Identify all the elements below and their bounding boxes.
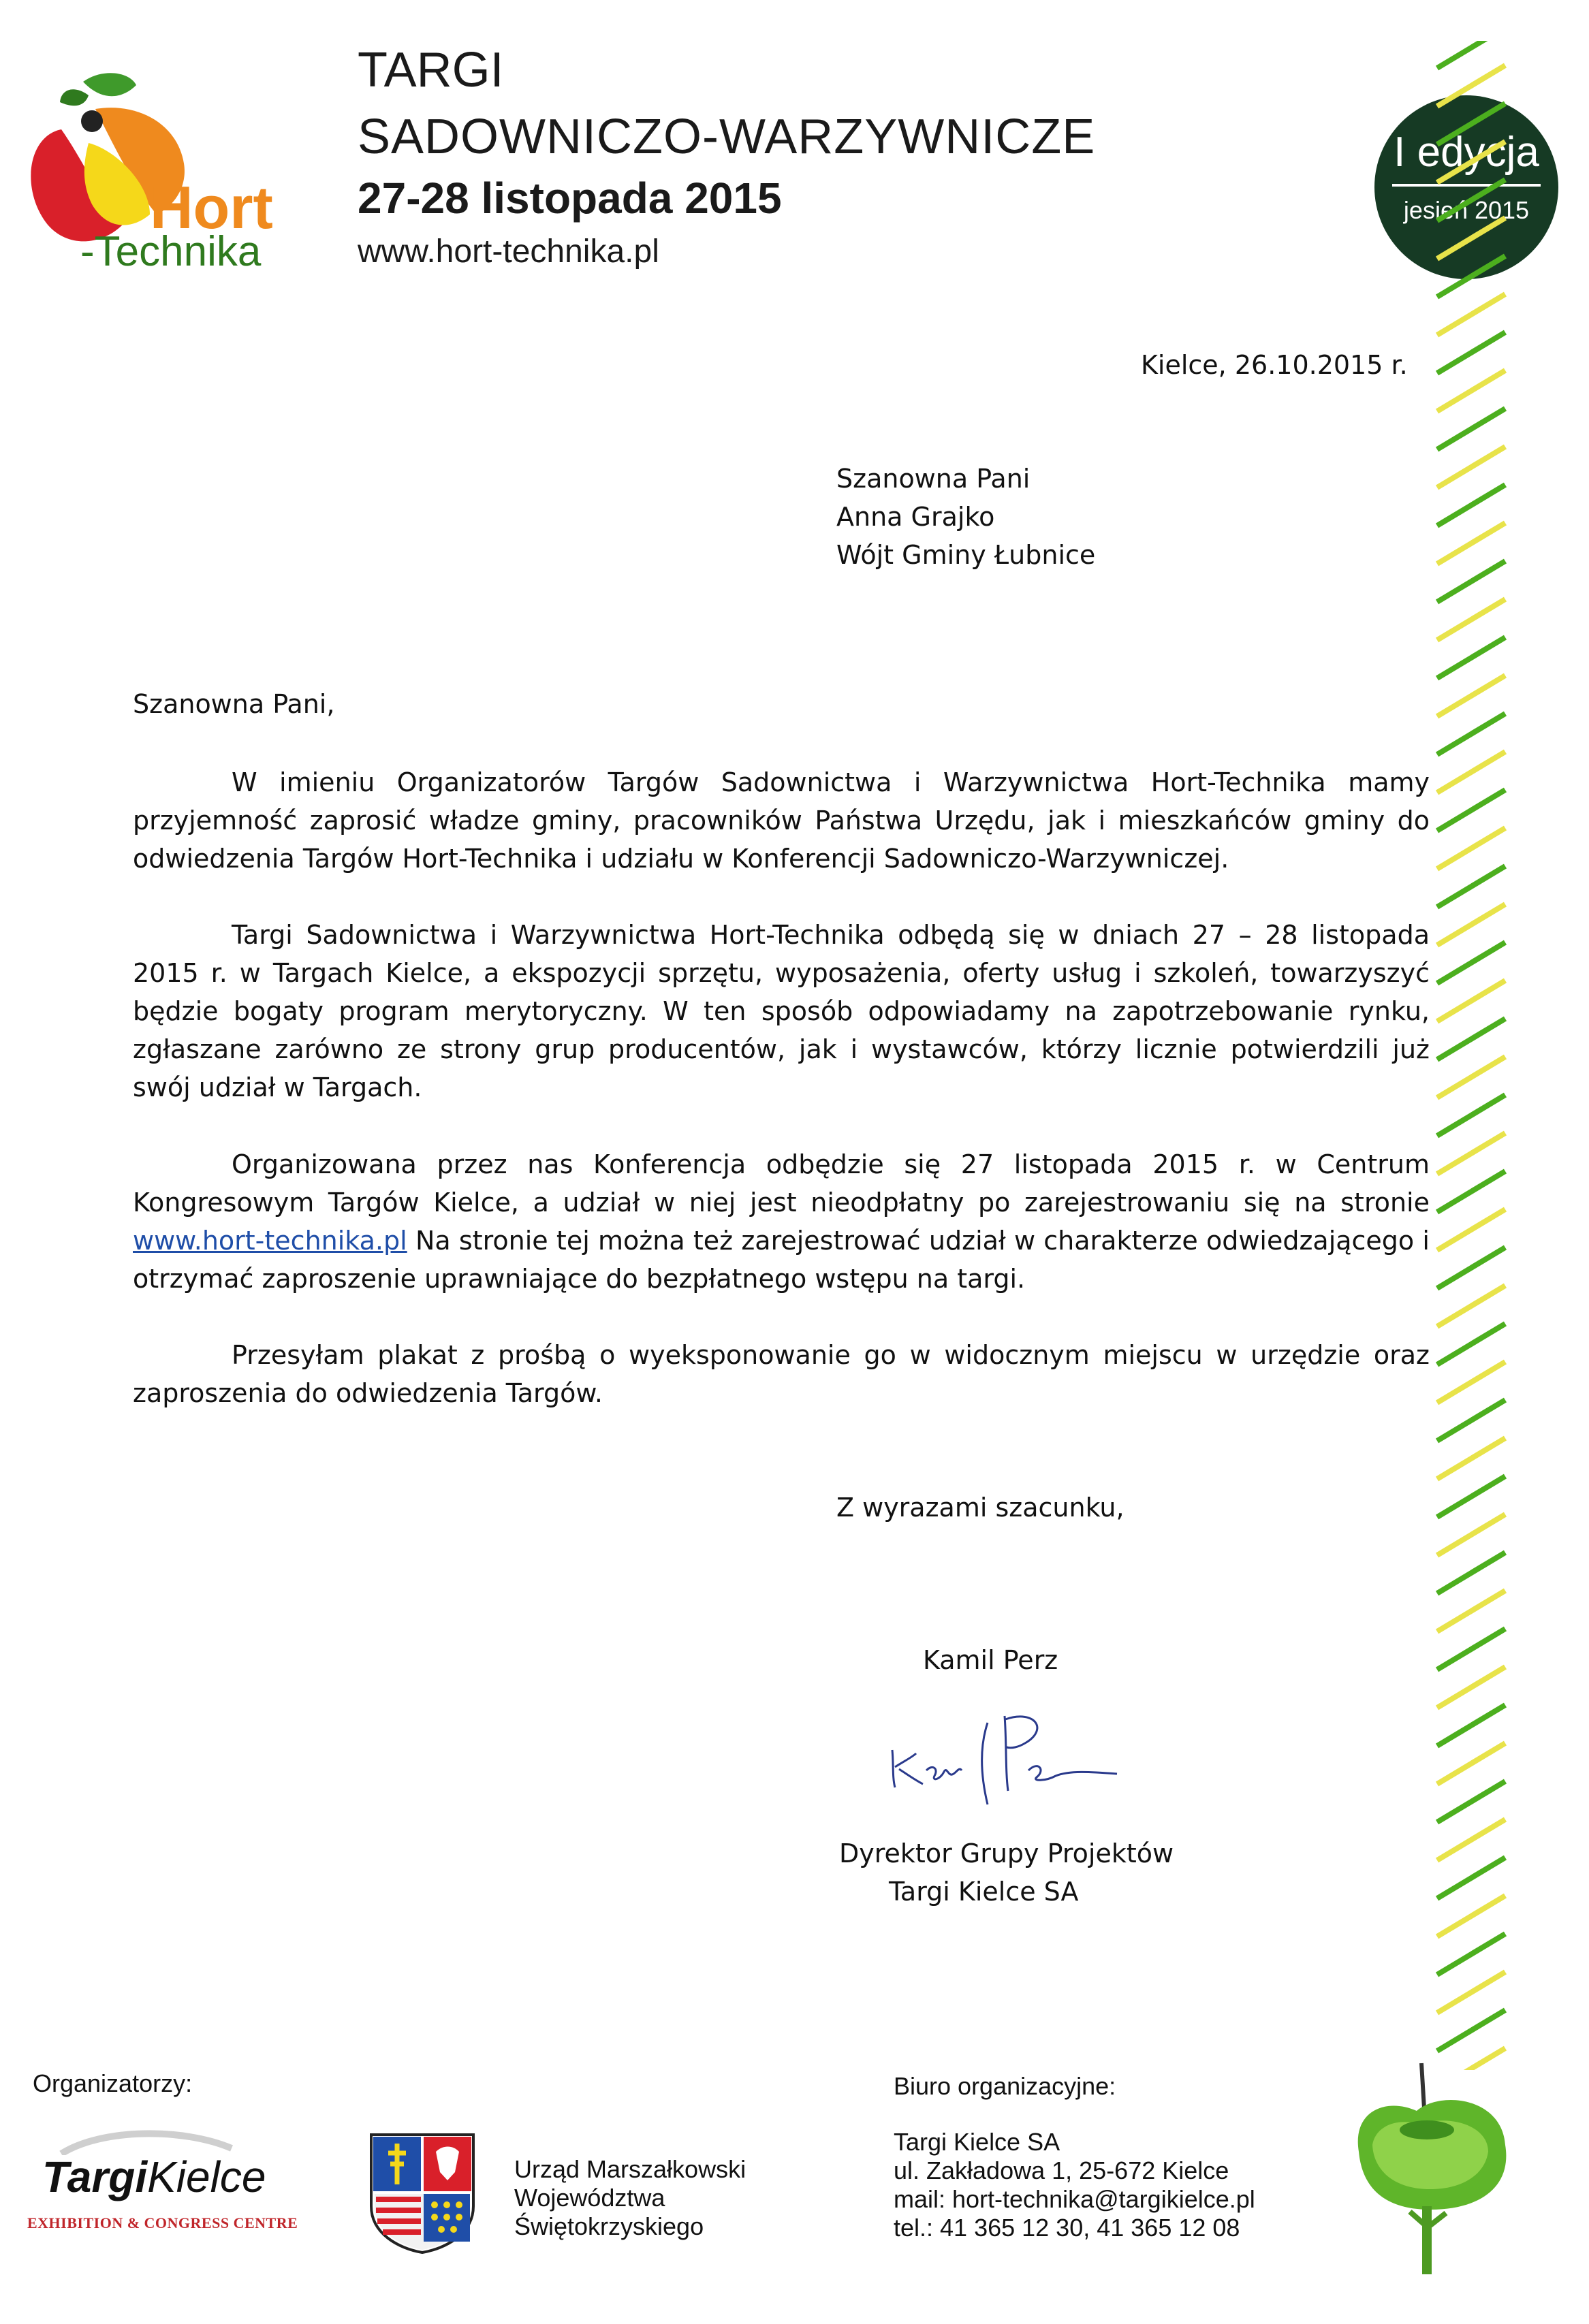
stripe-segment	[1437, 828, 1505, 869]
paragraph-3-text-b: Na stronie tej można też zarejestrować udział w charakterze odwiedzającego i otrzymać zaproszenie uprawniające do bezpłatnego wstępu na targi.	[133, 1226, 1430, 1294]
stripe-segment	[1437, 1057, 1505, 1098]
stripe-segment	[1437, 65, 1505, 106]
targi-kielce-logo-bold: Targi	[42, 2152, 148, 2201]
handwritten-signature	[885, 1696, 1144, 1811]
stripe-segment	[1437, 1705, 1505, 1746]
office-label: Biuro organizacyjne:	[894, 2072, 1116, 2100]
stripe-segment	[1437, 1133, 1505, 1174]
paragraph-1-text: W imieniu Organizatorów Targów Sadownictwa i Warzywnictwa Hort-Technika mamy przyjemność zaprosić władze gminy, pracowników Państwa Urzędu, jak i mieszkańców gminy do odwiedzenia Targów Hort-Technika i udziału w Konferencji Sadowniczo-Warzywniczej.	[133, 767, 1430, 874]
paragraph-1	[133, 763, 1430, 878]
hort-technika-logo	[20, 68, 293, 272]
stripe-segment	[1437, 714, 1505, 754]
recipient-line-1: Szanowna Pani	[836, 464, 1031, 494]
stripe-segment	[1437, 866, 1505, 907]
marshal-office-line-1: Urząd Marszałkowski	[514, 2155, 746, 2183]
stripe-segment	[1437, 1972, 1505, 2013]
stripe-segment	[1437, 218, 1505, 259]
swietokrzyskie-coat-of-arms	[368, 2131, 477, 2257]
stripe-segment	[1437, 1514, 1505, 1555]
fair-title-line2: SADOWNICZO-WARZYWNICZE	[358, 110, 1096, 164]
logo-technika-text: -Technika	[80, 228, 262, 272]
signatory-title: Dyrektor Grupy Projektów	[839, 1838, 1174, 1868]
paragraph-3	[133, 1145, 1430, 1298]
coat-of-arms-icon	[368, 2131, 477, 2254]
stripe-segment	[1437, 1209, 1505, 1250]
stripe-segment	[1437, 1743, 1505, 1784]
arc-icon	[48, 2128, 238, 2155]
fair-title-line1: TARGI	[358, 43, 504, 97]
stripe-segment	[1437, 104, 1505, 144]
fair-website: www.hort-technika.pl	[358, 234, 659, 270]
paragraph-4	[133, 1336, 1430, 1412]
stripe-segment	[1437, 1667, 1505, 1708]
stripe-segment	[1437, 294, 1505, 335]
stripe-segment	[1437, 409, 1505, 449]
stripe-segment	[1437, 1247, 1505, 1288]
stripe-segment	[1437, 2010, 1505, 2051]
place-date: Kielce, 26.10.2015 r.	[1141, 350, 1408, 380]
paragraph-2	[133, 916, 1430, 1107]
stripe-segment	[1437, 599, 1505, 640]
stripe-segment	[1437, 1438, 1505, 1479]
stripe-segment	[1437, 1858, 1505, 1898]
apple-tree-illustration	[1345, 2050, 1515, 2281]
stripe-segment	[1437, 523, 1505, 564]
stripe-segment	[1437, 1591, 1505, 1631]
targi-kielce-tagline: EXHIBITION & CONGRESS CENTRE	[27, 2214, 298, 2231]
office-line-1: Targi Kielce SA	[894, 2128, 1060, 2156]
stripe-segment	[1437, 675, 1505, 716]
stripe-segment	[1437, 1781, 1505, 1822]
stripe-segment	[1437, 1362, 1505, 1403]
stripe-segment	[1437, 904, 1505, 945]
office-line-2: ul. Zakładowa 1, 25-672 Kielce	[894, 2156, 1229, 2184]
stripe-segment	[1437, 752, 1505, 793]
targi-kielce-logo	[42, 2152, 266, 2202]
stripe-segment	[1437, 1095, 1505, 1136]
stripe-segment	[1437, 485, 1505, 526]
stripe-segment	[1437, 256, 1505, 297]
stripe-segment	[1437, 1019, 1505, 1060]
recipient-line-2: Anna Grajko	[836, 502, 995, 532]
stripe-segment	[1437, 790, 1505, 831]
stripe-segment	[1437, 1553, 1505, 1593]
logo-hort-text: Hort	[150, 174, 273, 241]
paragraph-4-text: Przesyłam plakat z prośbą o wyeksponowanie go w widocznym miejscu w urzędzie oraz zaproszenia do odwiedzenia Targów.	[133, 1340, 1430, 1408]
closing: Z wyrazami szacunku,	[836, 1493, 1124, 1523]
signatory-company: Targi Kielce SA	[889, 1877, 1079, 1907]
stripe-segment	[1437, 1819, 1505, 1860]
office-line-3: mail: hort-technika@targikielce.pl	[894, 2185, 1255, 2213]
stripe-segment	[1437, 370, 1505, 411]
stripe-segment	[1437, 1476, 1505, 1517]
stripe-segment	[1437, 1400, 1505, 1441]
decorative-stripe-border	[1423, 41, 1532, 2070]
stripe-segment	[1437, 981, 1505, 1021]
fair-dates: 27-28 listopada 2015	[358, 174, 782, 223]
marshal-office-line-3: Świętokrzyskiego	[514, 2212, 704, 2240]
targi-kielce-logo-regular: Kielce	[147, 2152, 266, 2201]
recipient-line-3: Wójt Gminy Łubnice	[836, 540, 1096, 570]
salutation: Szanowna Pani,	[133, 689, 335, 719]
office-line-4: tel.: 41 365 12 30, 41 365 12 08	[894, 2214, 1240, 2242]
stripe-segment	[1437, 942, 1505, 983]
stripe-segment	[1437, 1629, 1505, 1670]
stripe-segment	[1437, 1934, 1505, 1975]
stripe-segment	[1437, 1324, 1505, 1365]
organizers-label: Organizatorzy:	[33, 2069, 193, 2097]
badge-season: jesień 2015	[1403, 196, 1530, 224]
stripe-segment	[1437, 142, 1505, 182]
badge-edition: I edycja	[1394, 129, 1539, 176]
apple-logo-icon	[20, 68, 293, 272]
stripe-segment	[1437, 447, 1505, 488]
stripe-segment	[1437, 1171, 1505, 1212]
stripe-segment	[1437, 180, 1505, 221]
stripe-segment	[1437, 1286, 1505, 1326]
stripe-segment	[1437, 41, 1505, 68]
stripe-segment	[1437, 332, 1505, 373]
stripe-segment	[1437, 637, 1505, 678]
stripe-segment	[1437, 561, 1505, 602]
paragraph-2-text: Targi Sadownictwa i Warzywnictwa Hort-Technika odbędą się w dniach 27 – 28 listopada 2015 r. w Targach Kielce, a ekspozycji sprzętu, wyposażenia, oferty usług i szkoleń, towarzyszyć będzie bogaty program merytoryczny. W ten sposób odpowiadamy na zapotrzebowanie rynku, zgłaszane zarówno ze strony grup producentów, jak i wystawców, którzy licznie potwierdzili już swój udział w Targach.	[133, 920, 1430, 1102]
paragraph-3-text-a: Organizowana przez nas Konferencja odbędzie się 27 listopada 2015 r. w Centrum Kongresowym Targów Kielce, a udział w niej jest nieodpłatny po zarejestrowaniu się na stronie	[133, 1149, 1430, 1217]
marshal-office-line-2: Województwa	[514, 2184, 665, 2212]
signatory-name: Kamil Perz	[923, 1645, 1058, 1675]
hort-technika-link[interactable]: www.hort-technika.pl	[133, 1226, 407, 1256]
stripe-segment	[1437, 1896, 1505, 1937]
